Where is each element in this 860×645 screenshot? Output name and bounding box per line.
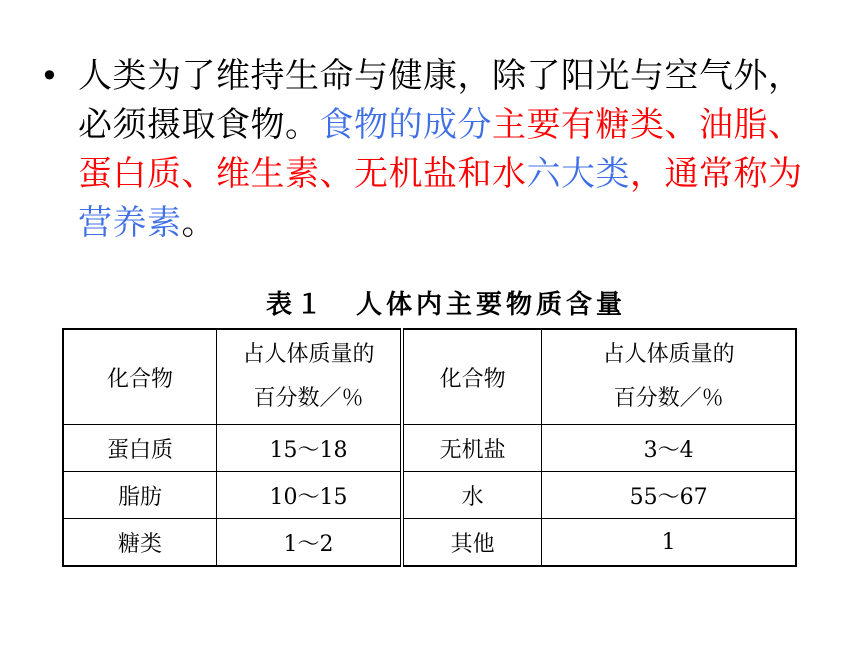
- bullet-dot: •: [40, 57, 59, 95]
- paragraph-part-2: 食物的成分: [319, 105, 492, 145]
- paragraph-text: [78, 52, 820, 248]
- header-percent-right-line1: 占人体质量的: [602, 342, 735, 367]
- paragraph-part-4: 六大类: [526, 154, 630, 194]
- cell-left-name: 糖类: [63, 519, 217, 567]
- paragraph-part-1: 人类为了维持生命与健康，除了阳光与空气外，必须摄取食物。: [78, 56, 803, 145]
- table-row: [63, 519, 796, 567]
- paragraph-part-7: 。: [181, 203, 216, 243]
- paragraph-part-6: 营养素: [78, 203, 182, 243]
- cell-right-name: 无机盐: [402, 425, 542, 472]
- cell-left-name: 蛋白质: [63, 425, 217, 472]
- cell-left-value: 15～18: [217, 425, 403, 472]
- header-percent-left-line1: 占人体质量的: [242, 342, 375, 367]
- table-row: [63, 472, 796, 519]
- bullet-paragraph: [40, 52, 820, 248]
- cell-right-name: 水: [402, 472, 542, 519]
- cell-right-value: 3～4: [542, 425, 796, 472]
- cell-left-value: 1～2: [217, 519, 403, 567]
- header-percent-left: [217, 329, 403, 425]
- header-percent-left-line2: 百分数／％: [253, 386, 364, 411]
- header-compound-right: 化合物: [402, 329, 542, 425]
- cell-right-value: 55～67: [542, 472, 796, 519]
- paragraph-part-3: 主要有糖类、油脂、蛋白质、维生素、无机盐和水: [78, 105, 803, 194]
- table-row: [63, 425, 796, 472]
- header-percent-right: [542, 329, 796, 425]
- nutrient-table: [62, 328, 797, 567]
- cell-left-name: 脂肪: [63, 472, 217, 519]
- cell-left-value: 10～15: [217, 472, 403, 519]
- table-title: 表１ 人体内主要物质含量: [265, 290, 626, 320]
- table-header-row: [63, 329, 796, 425]
- nutrient-table-figure: [62, 282, 800, 567]
- header-percent-right-line2: 百分数／％: [613, 386, 724, 411]
- cell-right-value: 1: [542, 519, 796, 567]
- cell-right-name: 其他: [402, 519, 542, 567]
- header-compound-left: 化合物: [63, 329, 217, 425]
- paragraph-part-5: ，通常称为: [630, 154, 803, 194]
